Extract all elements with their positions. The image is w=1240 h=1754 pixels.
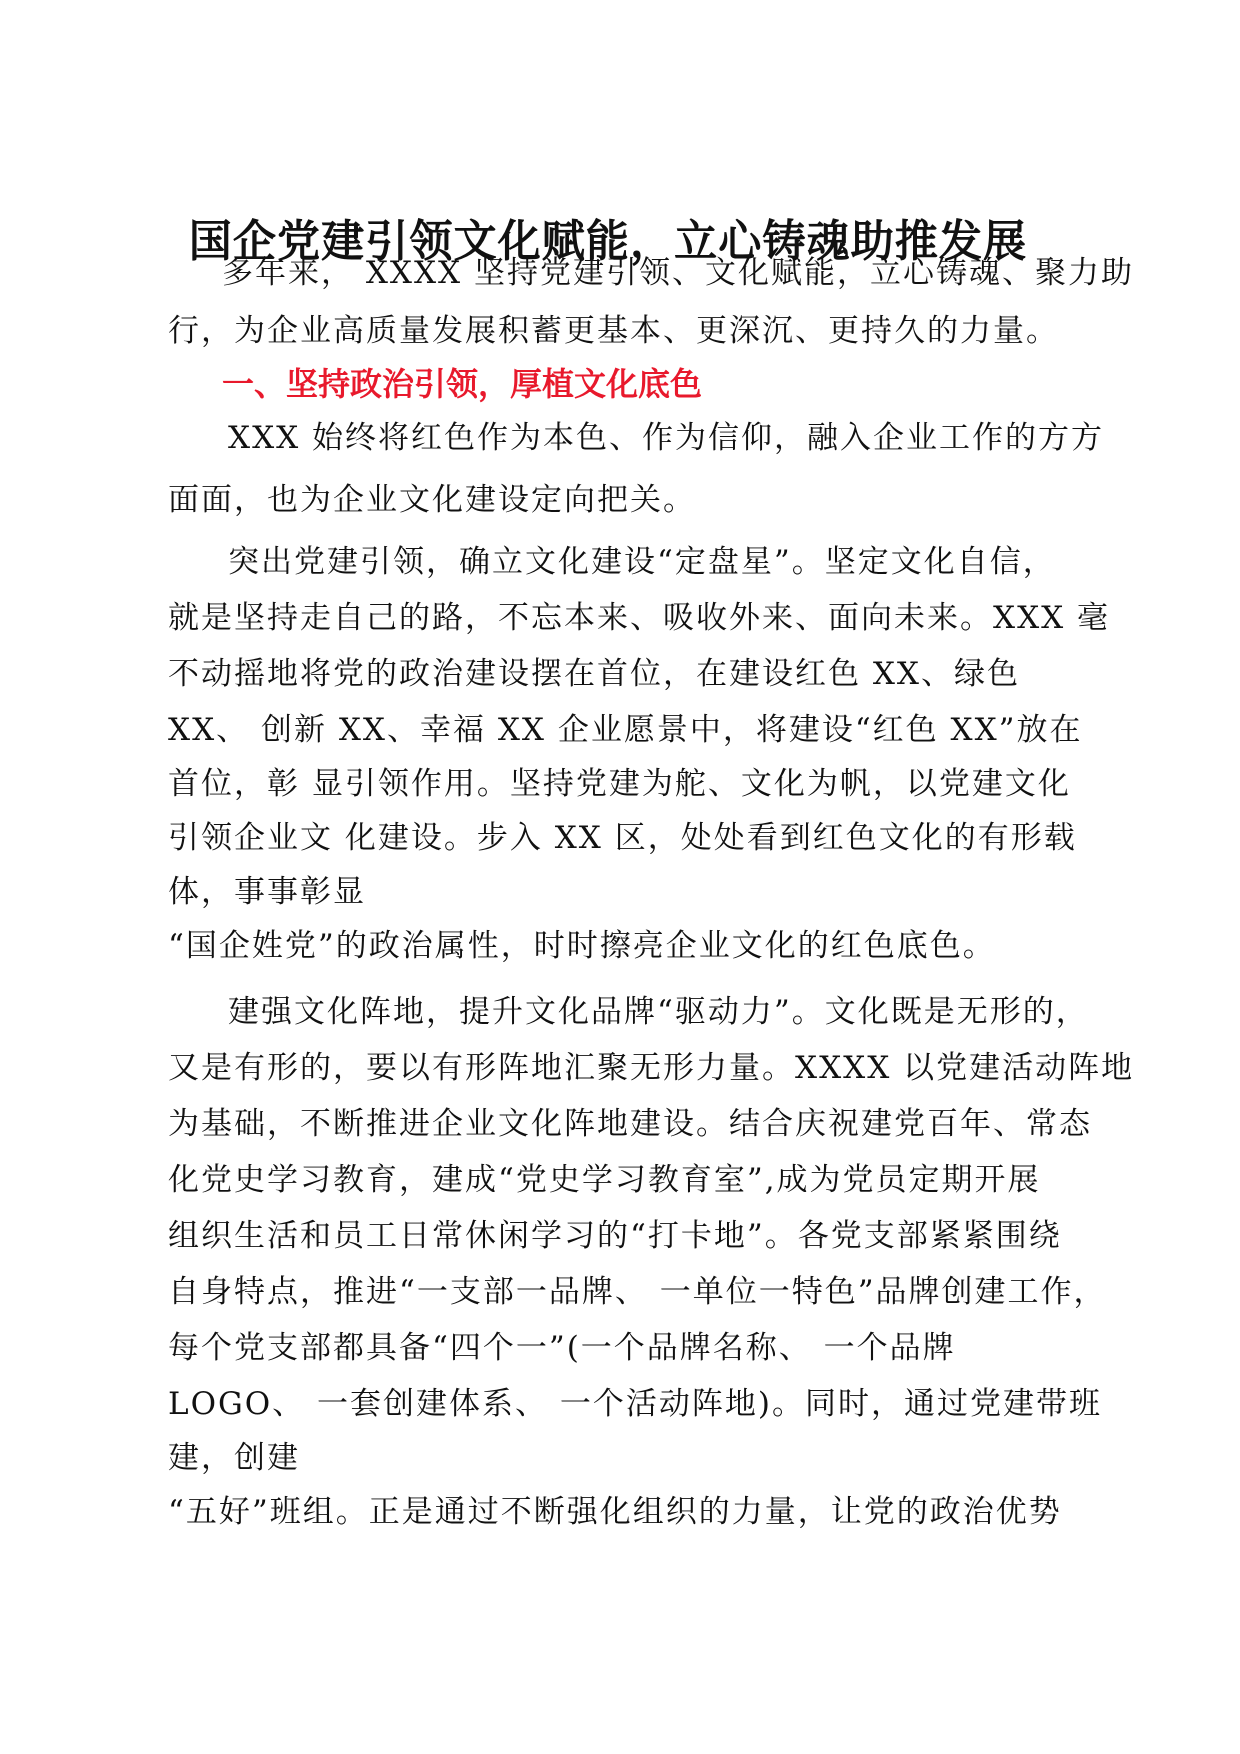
paragraph-line: “五好”班组。正是通过不断强化组织的力量，让党的政治优势 xyxy=(168,1494,1062,1530)
paragraph-line: 突出党建引领，确立文化建设“定盘星”。坚定文化自信， xyxy=(228,544,1056,580)
paragraph-line: 面面，也为企业文化建设定向把关。 xyxy=(168,482,696,518)
paragraph-line: XX、 创新 XX、幸福 XX 企业愿景中，将建设“红色 XX”放在 xyxy=(168,712,1083,748)
paragraph-line: LOGO、 一套创建体系、 一个活动阵地)。同时，通过党建带班 xyxy=(168,1386,1102,1422)
paragraph-line: 首位，彰 显引领作用。坚持党建为舵、文化为帆，以党建文化 xyxy=(168,766,1071,802)
section-heading: 一、坚持政治引领，厚植文化底色 xyxy=(222,365,703,403)
paragraph-line: 建，创建 xyxy=(168,1440,300,1476)
paragraph-line: 自身特点，推进“一支部一品牌、 一单位一特色”品牌创建工作， xyxy=(168,1274,1107,1310)
paragraph-line: 建强文化阵地，提升文化品牌“驱动力”。文化既是无形的， xyxy=(228,994,1089,1030)
paragraph-line: 化党史学习教育，建成“党史学习教育室”,成为党员定期开展 xyxy=(168,1162,1041,1198)
paragraph-line: 每个党支部都具备“四个一”(一个品牌名称、 一个品牌 xyxy=(168,1330,956,1366)
paragraph-line: 不动摇地将党的政治建设摆在首位，在建设红色 XX、绿色 xyxy=(168,656,1020,692)
paragraph-line: 引领企业文 化建设。步入 XX 区，处处看到红色文化的有形载 xyxy=(168,820,1077,856)
document-title: 国企党建引领文化赋能，立心铸魂助推发展 xyxy=(188,216,1028,267)
paragraph-line: 组织生活和员工日常休闲学习的“打卡地”。各党支部紧紧围绕 xyxy=(168,1218,1062,1254)
paragraph-line: 体，事事彰显 xyxy=(168,874,366,910)
paragraph-line: 又是有形的，要以有形阵地汇聚无形力量。XXXX 以党建活动阵地 xyxy=(168,1050,1135,1086)
paragraph-line: 行，为企业高质量发展积蓄更基本、更深沉、更持久的力量。 xyxy=(168,313,1059,349)
paragraph-line: 为基础，不断推进企业文化阵地建设。结合庆祝建党百年、常态 xyxy=(168,1106,1092,1142)
paragraph-line: 多年来， XXXX 坚持党建引领、文化赋能，立心铸魂、聚力助 xyxy=(222,255,1134,291)
paragraph-line: “国企姓党”的政治属性，时时擦亮企业文化的红色底色。 xyxy=(168,928,996,964)
paragraph-line: XXX 始终将红色作为本色、作为信仰，融入企业工作的方方 xyxy=(228,420,1105,456)
paragraph-line: 就是坚持走自己的路，不忘本来、吸收外来、面向未来。XXX 毫 xyxy=(168,600,1111,636)
